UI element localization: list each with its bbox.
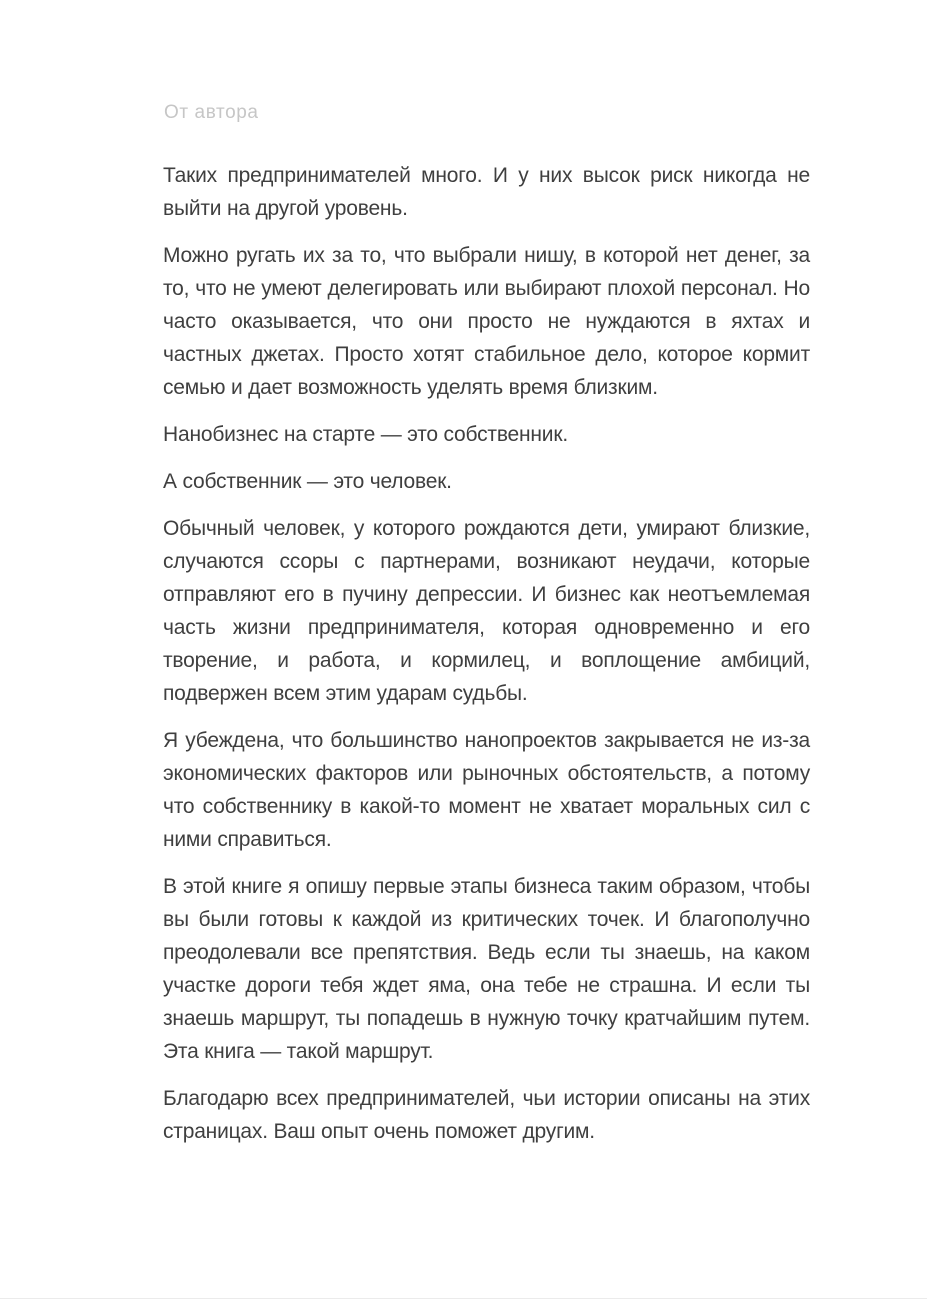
body-text bbox=[163, 159, 810, 1162]
paragraph: Благодарю всех предпринимателей, чьи истории описаны на этих страницах. Ваш опыт очень поможет другим. bbox=[163, 1087, 810, 1143]
paragraph: Таких предпринимателей много. И у них высок риск никогда не выйти на другой уровень. bbox=[163, 164, 810, 220]
paragraph: В этой книге я опишу первые этапы бизнеса таким образом, чтобы вы были готовы к каждой из критических точек. И благополучно преодолевали все препятствия. Ведь если ты знаешь, на каком участке дороги тебя ждет яма, она тебе не страшна. И если ты знаешь маршрут, ты попадешь в нужную точку кратчайшим путем. Эта книга — такой маршрут. bbox=[163, 875, 810, 1063]
paragraph: Обычный человек, у которого рождаются дети, умирают близкие, случаются ссоры с партнерами, возникают неудачи, которые отправляют его в пучину депрессии. И бизнес как неотъемлемая часть жизни предпринимателя, которая одновременно и его творение, и работа, и кормилец, и воплощение амбиций, подвержен всем этим ударам судьбы. bbox=[163, 517, 810, 705]
paragraph: Нанобизнес на старте — это собственник. bbox=[163, 423, 568, 446]
paragraph: А собственник — это человек. bbox=[163, 470, 452, 493]
paragraph: Можно ругать их за то, что выбрали нишу, в которой нет денег, за то, что не умеют делегировать или выбирают плохой персонал. Но часто оказывается, что они просто не нуждаются в яхтах и частных джетах. Просто хотят стабильное дело, которое кормит семью и дает возможность уделять время близким. bbox=[163, 244, 810, 399]
paragraph: Я убеждена, что большинство нанопроектов закрывается не из-за экономических факторов или рыночных обстоятельств, а потому что собственнику в какой-то момент не хватает моральных сил с ними справиться. bbox=[163, 729, 810, 851]
running-head: От автора bbox=[164, 102, 259, 123]
